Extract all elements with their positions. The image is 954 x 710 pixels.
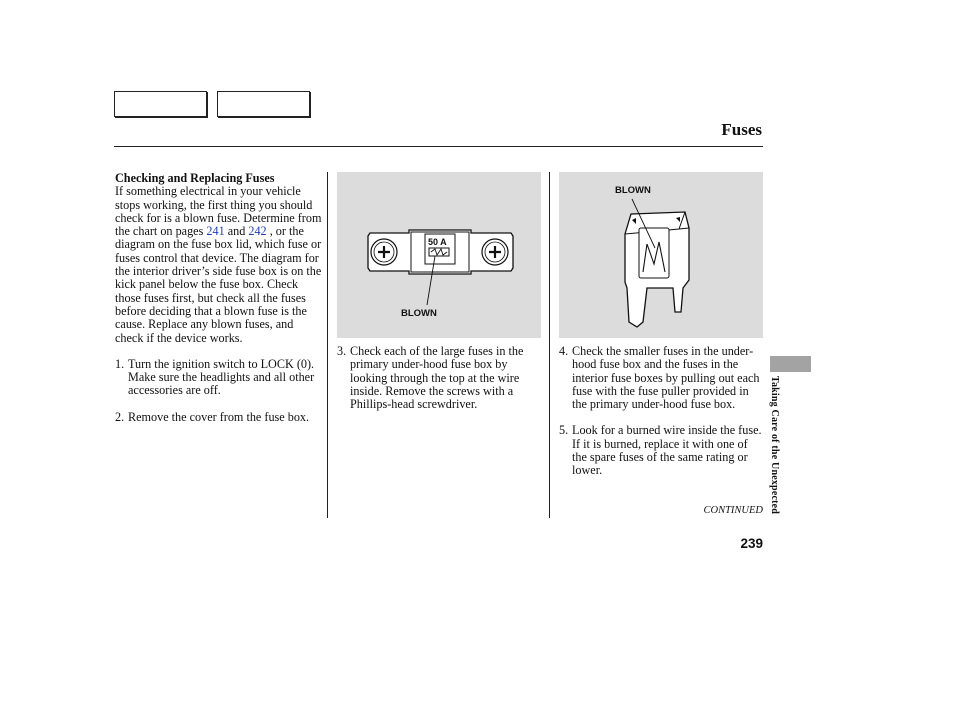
section-tab-label: Taking Care of the Unexpected (769, 376, 780, 515)
section-tab-marker (770, 356, 811, 372)
mini-fuse-icon (559, 172, 763, 338)
step-item (337, 345, 537, 411)
step-item (559, 424, 763, 477)
column-left (115, 172, 322, 424)
column-right (559, 345, 763, 478)
blown-label: BLOWN (615, 185, 651, 196)
intro-paragraph (115, 185, 322, 345)
step-number: 4. (559, 344, 569, 358)
step-text: Turn the ignition switch to LOCK (0). Make sure the headlights and all other accessories are off. (128, 356, 315, 398)
column-middle (337, 345, 537, 411)
intro-text-b: , or the diagram on the fuse box lid, which fuse or fuses control that device. The diagram for the interior driver’s side fuse box is on the kick panel below the fuse box. Check those fuses first, but check all the fuses before deciding that a blown fuse is the cause. Replace any blown fuses, and check if the device works. (115, 224, 322, 345)
step-text: Check each of the large fuses in the primary under-hood fuse box by looking through the top at the wire inside. Remove the screws with a Phillips-head screwdriver. (350, 344, 524, 412)
large-fuse-illustration (337, 172, 541, 338)
step-text: Look for a burned wire inside the fuse. If it is burned, replace it with one of the spare fuses of the same rating or lower. (572, 423, 762, 478)
section-heading: Checking and Replacing Fuses (115, 171, 275, 185)
nav-button-table-of-contents[interactable] (217, 91, 310, 117)
nav-button-main-menu[interactable] (114, 91, 207, 117)
step-item (559, 345, 763, 411)
intro-text-a: If something electrical in your vehicle stops working, the first thing you should check for is a blown fuse. Determine from the chart on pages (115, 184, 322, 239)
large-fuse-icon (337, 172, 541, 338)
step-number: 3. (337, 344, 347, 358)
mini-fuse-illustration (559, 172, 763, 338)
step-item (115, 358, 322, 398)
step-item (115, 411, 322, 424)
title-divider (114, 146, 763, 147)
page-link-241[interactable]: 241 (206, 224, 225, 239)
step-text: Check the smaller fuses in the under-hood fuse box and the fuses in the interior fuse boxes by pulling out each fuse with the fuse puller provided in the primary under-hood fuse box. (572, 344, 760, 412)
blown-label: BLOWN (401, 308, 437, 319)
continued-label: CONTINUED (703, 505, 763, 516)
step-number: 5. (559, 423, 569, 438)
page-link-242[interactable]: 242 (248, 224, 267, 239)
page-number: 239 (740, 536, 763, 551)
page-title: Fuses (721, 120, 762, 139)
column-divider (327, 172, 328, 518)
step-number: 1. (115, 356, 125, 371)
fuse-rating-label: 50 A (428, 237, 447, 247)
column-divider (549, 172, 550, 518)
step-text: Remove the cover from the fuse box. (128, 409, 310, 424)
step-number: 2. (115, 409, 125, 424)
intro-and: and (224, 224, 249, 239)
